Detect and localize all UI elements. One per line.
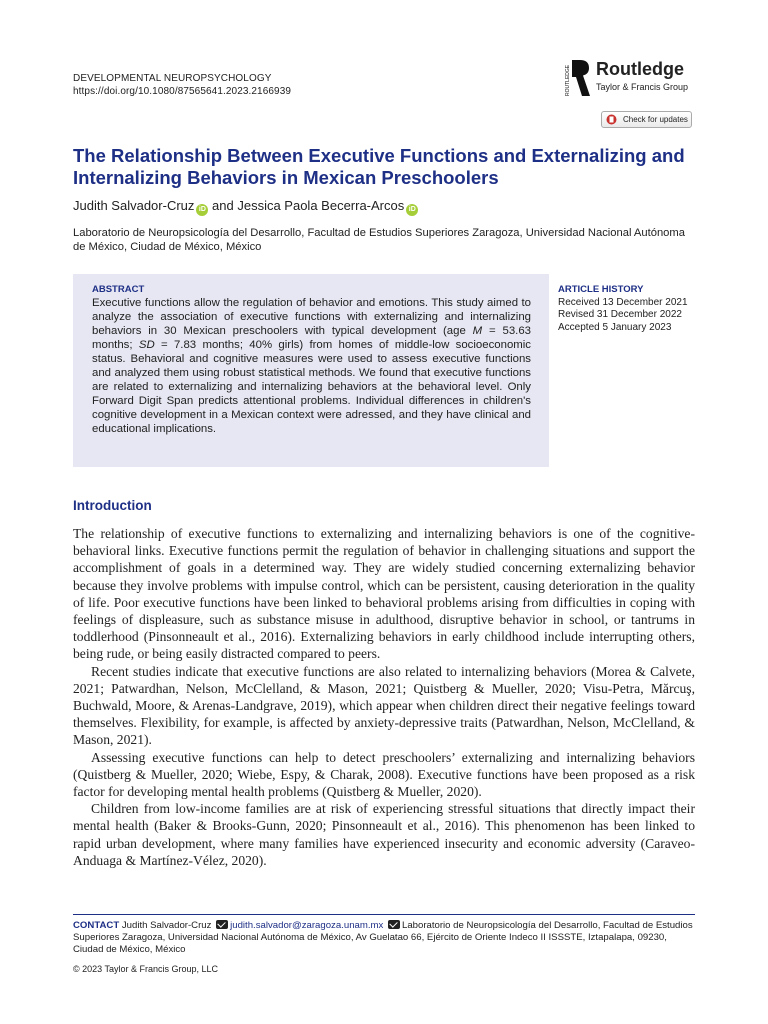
orcid-icon[interactable]: iD: [196, 204, 208, 216]
received-date: Received 13 December 2021: [558, 296, 688, 308]
journal-name: DEVELOPMENTAL NEUROPSYCHOLOGY: [73, 73, 272, 84]
section-heading: Introduction: [73, 498, 152, 513]
history-heading: ARTICLE HISTORY: [558, 284, 644, 295]
contact-email[interactable]: judith.salvador@zaragoza.unam.mx: [230, 920, 384, 931]
copyright: © 2023 Taylor & Francis Group, LLC: [73, 964, 219, 974]
footer-divider: [73, 914, 695, 915]
address-icon: [388, 920, 400, 929]
paragraph: Assessing executive functions can help to detect preschoolers’ externalizing and internalizing behaviors (Quistberg & Mueller, 2020; Wiebe, Espy, & Charak, 2008). Executive functions have been proposed as a risk factor for developing mental health problems (Quistberg & Mueller, 2020).: [73, 749, 695, 800]
publisher-group: Taylor & Francis Group: [596, 82, 689, 92]
publisher-name: Routledge: [596, 59, 684, 79]
contact-name: Judith Salvador-Cruz: [121, 920, 212, 931]
author-list: [73, 198, 418, 216]
check-updates-icon: [606, 114, 617, 125]
orcid-icon[interactable]: iD: [406, 204, 418, 216]
contact-address: Laboratorio de Neuropsicología del Desarrollo, Facultad de Estudios Superiores Zaragoza, Universidad Nacional Autónoma de México, Av Guelatao 66, Ejército de Oriente Indeco II ISSSTE, Iztapalapa, 09230, Ciudad de México, México: [73, 920, 693, 955]
article-history: [558, 284, 688, 334]
doi-link[interactable]: https://doi.org/10.1080/87565641.2023.2166939: [73, 86, 292, 97]
author-join: and: [212, 198, 234, 213]
email-icon: [216, 920, 228, 929]
abstract-heading: ABSTRACT: [92, 284, 145, 295]
contact-label: CONTACT: [73, 920, 120, 931]
article-title: The Relationship Between Executive Functions and Externalizing and Internalizing Behaviors in Mexican Preschoolers: [73, 145, 685, 188]
routledge-logo-icon: [561, 58, 591, 98]
author-name[interactable]: Judith Salvador-Cruz: [73, 198, 195, 213]
author-name[interactable]: Jessica Paola Becerra-Arcos: [237, 198, 405, 213]
abstract-box: [73, 274, 549, 467]
check-updates-label: Check for updates: [623, 115, 688, 124]
accepted-date: Accepted 5 January 2023: [558, 321, 672, 333]
journal-header: [73, 72, 291, 98]
paragraph: The relationship of executive functions to externalizing and internalizing behaviors is one of the cognitive-behavioral links. Executive functions permit the regulation of behavior in challenging situations and support the accomplishment of goals in a determined way. They are widely studied concerning externalizing behavior because they involve problems with impulse control, which can be persistent, causing deterioration in the quality of life. Poor executive functions have been linked to behavioral problems arising from difficulties in coping with feelings of displeasure, such as substance misuse in adulthood, disruptive behavior in school, or tantrums in toddlerhood (Pinsonneault et al., 2016). Externalizing behaviors in early childhood include interrupting others, being rude, or being easily distracted compared to peers.: [73, 526, 695, 662]
check-for-updates-button[interactable]: [601, 111, 692, 128]
revised-date: Revised 31 December 2022: [558, 309, 682, 320]
paragraph: Children from low-income families are at risk of experiencing stressful situations that directly impact their mental health (Baker & Brooks-Gunn, 2020; Pinsonneault et al., 2016). This phenomenon has been linked to rapid urban development, where many families have experienced insecurity and economic adversity (Caraveo-Anduaga & Martínez-Vélez, 2020).: [73, 801, 695, 868]
contact-footnote: [73, 920, 698, 956]
affiliation: Laboratorio de Neuropsicología del Desarrollo, Facultad de Estudios Superiores Zaragoza, Universidad Nacional Autónoma de México, Ciudad de México, México: [73, 227, 685, 253]
routledge-side-text: ROUTLEDGE: [565, 64, 571, 96]
abstract-text: Executive functions allow the regulation of behavior and emotions. This study aimed to analyze the association of executive functions with externalizing and internalizing behaviors in 30 Mexican preschoolers with typical development (age M = 53.63 months; SD = 7.83 months; 40% girls) from homes of middle-low socioeconomic status. Behavioral and cognitive measures were used to assess executive functions and analyzed them using robust statistical methods. We found that executive functions are related to externalizing and internalizing behaviors at the behavioral level. Only Forward Digit Span predicts attentional problems. Individual differences in children's cognitive development in a Mexican context were adressed, and they have clinical and educational implications.: [92, 297, 531, 435]
paragraph: Recent studies indicate that executive functions are also related to internalizing behaviors (Morea & Calvete, 2021; Patwardhan, Nelson, McClelland, & Mason, 2021; Quistberg & Mueller, 2020; Visu-Petra, Mărcuş, Buchwald, Moore, & Arenas-Landgrave, 2019), which appear when children direct their negative feelings toward themselves. Flexibility, for example, is affected by anxiety-depressive traits (Patwardhan, Nelson, McClelland, & Mason, 2021).: [73, 663, 695, 748]
body-text: [73, 525, 695, 869]
